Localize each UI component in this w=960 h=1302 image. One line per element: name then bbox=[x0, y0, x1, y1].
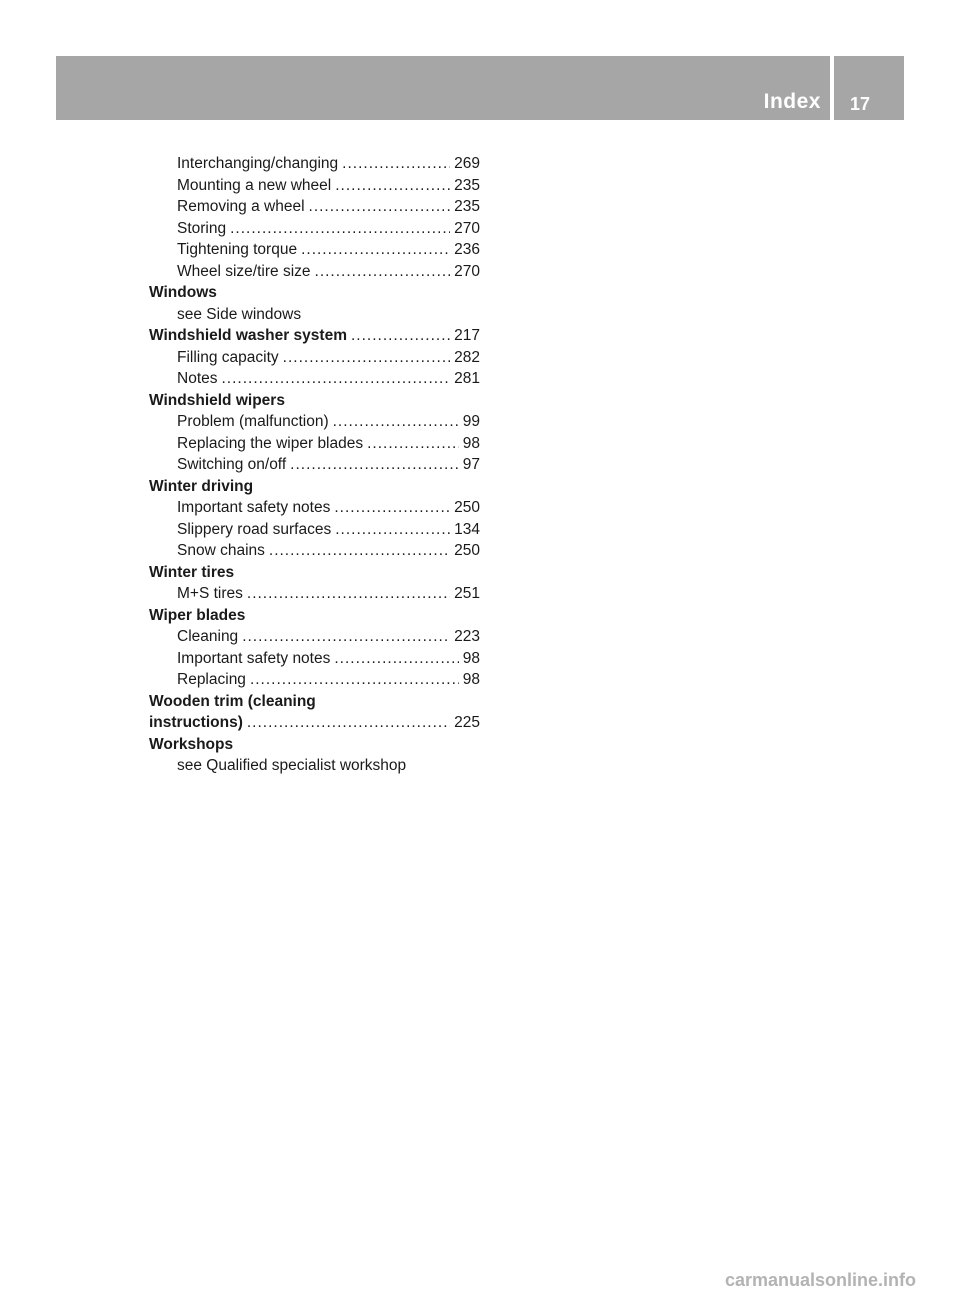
dot-leader bbox=[334, 648, 458, 670]
index-term: Switching on/off bbox=[177, 456, 287, 473]
dot-leader bbox=[334, 497, 450, 519]
page-reference[interactable]: 250 bbox=[454, 542, 480, 559]
page-reference[interactable]: 270 bbox=[454, 262, 480, 280]
index-term: Cleaning bbox=[177, 628, 239, 645]
index-term: Mounting a new wheel bbox=[177, 176, 332, 194]
page-reference[interactable]: 269 bbox=[454, 155, 480, 172]
dot-leader bbox=[315, 261, 451, 283]
page-reference[interactable]: 97 bbox=[462, 456, 480, 473]
dot-leader bbox=[247, 712, 450, 734]
index-subentry bbox=[149, 239, 480, 261]
index-term: M+S tires bbox=[177, 585, 243, 602]
index-heading bbox=[149, 712, 480, 734]
index-subentry bbox=[149, 411, 480, 433]
index-heading bbox=[149, 734, 480, 756]
index-subentry bbox=[149, 648, 480, 670]
index-term: instructions) bbox=[149, 714, 243, 731]
index-term: Filling capacity bbox=[177, 348, 279, 366]
index-term: see Qualified specialist workshop bbox=[177, 757, 407, 774]
index-term: Windows bbox=[149, 284, 217, 301]
index-term: Slippery road surfaces bbox=[177, 520, 332, 538]
page-reference[interactable]: 223 bbox=[454, 628, 480, 645]
dot-leader bbox=[290, 454, 459, 476]
page-reference[interactable]: 251 bbox=[454, 585, 480, 602]
page-reference[interactable]: 134 bbox=[454, 520, 480, 538]
index-column bbox=[149, 153, 480, 777]
index-term: Interchanging/changing bbox=[177, 155, 339, 172]
index-subentry bbox=[149, 497, 480, 519]
index-term: Removing a wheel bbox=[177, 198, 305, 215]
dot-leader bbox=[230, 218, 450, 240]
page-reference[interactable]: 99 bbox=[462, 413, 480, 430]
index-subentry bbox=[149, 454, 480, 476]
dot-leader bbox=[301, 239, 450, 261]
index-subentry bbox=[149, 755, 480, 777]
page-number: 17 bbox=[850, 94, 871, 114]
index-term: Important safety notes bbox=[177, 649, 331, 667]
index-subentry bbox=[149, 669, 480, 691]
page-reference[interactable]: 225 bbox=[454, 714, 480, 731]
page-reference[interactable]: 98 bbox=[462, 649, 480, 667]
index-heading bbox=[149, 605, 480, 627]
index-subentry bbox=[149, 175, 480, 197]
index-heading bbox=[149, 562, 480, 584]
dot-leader bbox=[335, 519, 450, 541]
page-reference[interactable]: 236 bbox=[454, 241, 480, 258]
page-reference[interactable]: 270 bbox=[454, 219, 480, 237]
watermark: carmanualsonline.info bbox=[724, 1270, 916, 1290]
index-heading bbox=[149, 325, 480, 347]
dot-leader bbox=[342, 153, 450, 175]
index-subentry bbox=[149, 304, 480, 326]
page-reference[interactable]: 98 bbox=[462, 671, 480, 688]
index-subentry bbox=[149, 583, 480, 605]
index-subentry bbox=[149, 196, 480, 218]
index-term: Wiper blades bbox=[149, 606, 246, 624]
page-reference[interactable]: 217 bbox=[454, 327, 480, 344]
dot-leader bbox=[367, 433, 459, 455]
dot-leader bbox=[351, 325, 450, 347]
index-subentry bbox=[149, 519, 480, 541]
index-term: Winter tires bbox=[149, 563, 235, 581]
index-term: Windshield washer system bbox=[149, 327, 347, 344]
index-term: Storing bbox=[177, 219, 227, 237]
index-subentry bbox=[149, 433, 480, 455]
dot-leader bbox=[247, 583, 450, 605]
index-subentry bbox=[149, 218, 480, 240]
index-subentry bbox=[149, 153, 480, 175]
header-divider bbox=[830, 56, 834, 120]
index-term: Problem (malfunction) bbox=[177, 413, 329, 430]
dot-leader bbox=[309, 196, 451, 218]
index-term: Tightening torque bbox=[177, 241, 298, 258]
section-title: Index bbox=[763, 90, 821, 113]
index-term: Windshield wipers bbox=[149, 391, 285, 409]
page-reference[interactable]: 235 bbox=[454, 198, 480, 215]
page-reference[interactable]: 281 bbox=[454, 370, 480, 387]
page-reference[interactable]: 282 bbox=[454, 348, 480, 366]
index-heading bbox=[149, 476, 480, 498]
index-term: see Side windows bbox=[177, 305, 302, 323]
dot-leader bbox=[222, 368, 451, 390]
page-reference[interactable]: 235 bbox=[454, 176, 480, 194]
index-subentry bbox=[149, 368, 480, 390]
index-term: Wheel size/tire size bbox=[177, 262, 311, 280]
index-subentry bbox=[149, 626, 480, 648]
index-term: Replacing the wiper blades bbox=[177, 434, 364, 452]
index-term: Notes bbox=[177, 370, 218, 387]
page-reference[interactable]: 250 bbox=[454, 499, 480, 516]
index-term: Wooden trim (cleaning bbox=[149, 692, 316, 710]
index-term: Important safety notes bbox=[177, 499, 331, 516]
index-term: Winter driving bbox=[149, 477, 254, 495]
index-term: Workshops bbox=[149, 735, 234, 753]
page-reference[interactable]: 98 bbox=[462, 434, 480, 452]
index-heading bbox=[149, 390, 480, 412]
dot-leader bbox=[283, 347, 450, 369]
dot-leader bbox=[333, 411, 459, 433]
dot-leader bbox=[242, 626, 450, 648]
dot-leader bbox=[335, 175, 450, 197]
index-subentry bbox=[149, 347, 480, 369]
index-term: Snow chains bbox=[177, 542, 265, 559]
index-subentry bbox=[149, 261, 480, 283]
index-subentry bbox=[149, 540, 480, 562]
dot-leader bbox=[250, 669, 459, 691]
index-heading bbox=[149, 282, 480, 304]
index-heading bbox=[149, 691, 480, 713]
dot-leader bbox=[269, 540, 450, 562]
index-term: Replacing bbox=[177, 671, 246, 688]
